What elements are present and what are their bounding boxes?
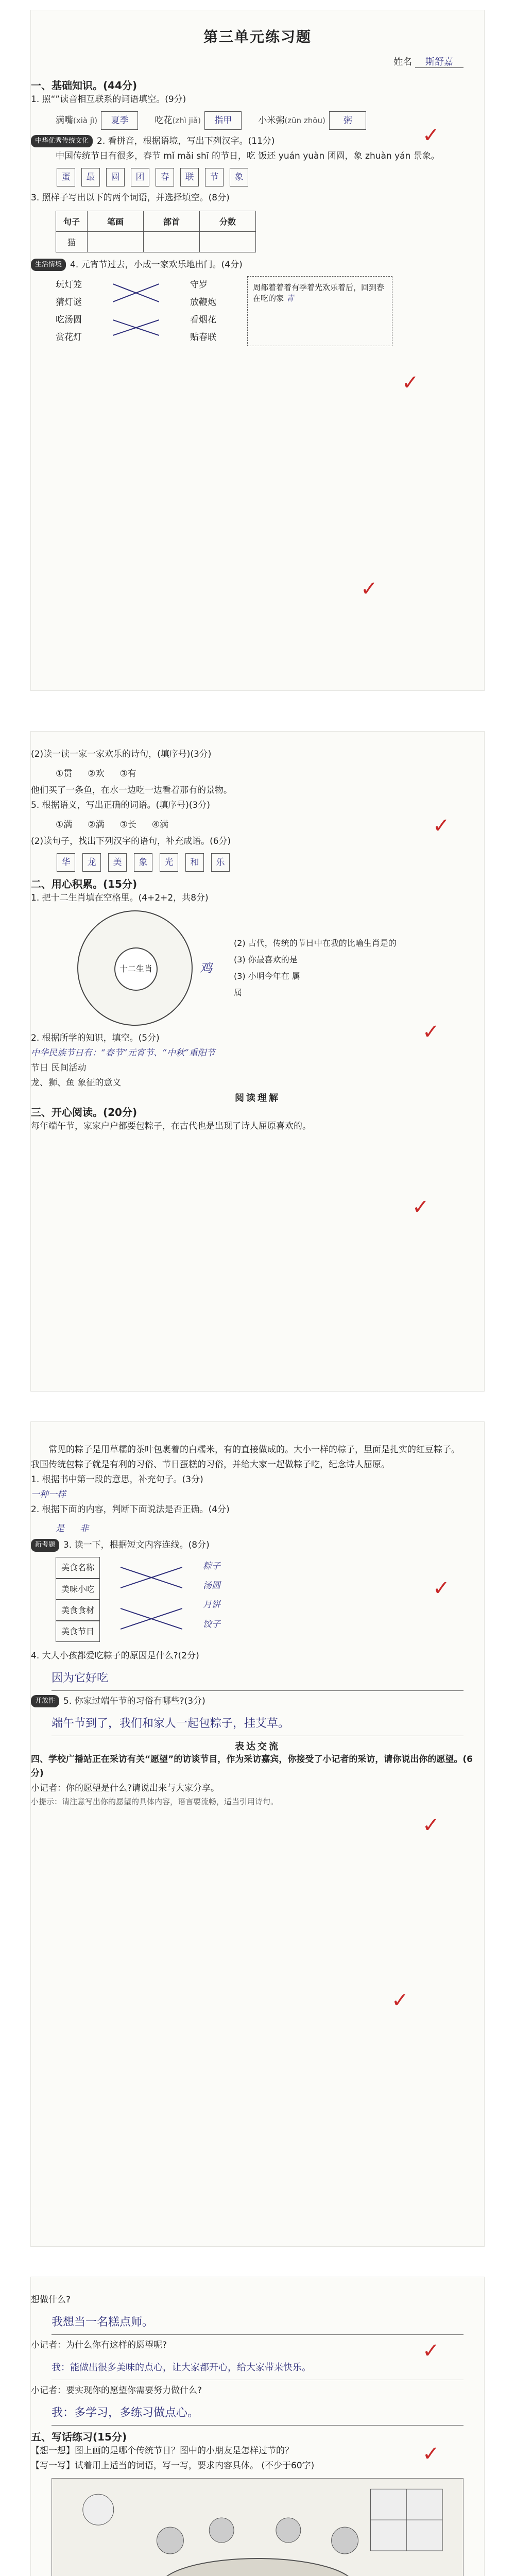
- zodiac-side-questions: [234, 935, 397, 1001]
- reading-q3-matching: [56, 1557, 459, 1645]
- question-8: 1. 把十二生肖填在空格里。(4+2+2，共8分): [31, 892, 209, 903]
- q3-header: 部首: [144, 211, 200, 231]
- grading-check-mark: ✓: [433, 1577, 450, 1600]
- worksheet-page-3: [31, 1422, 484, 2246]
- zodiac-side-line: (3) 你最喜欢的是: [234, 955, 298, 965]
- q2-answer-box: 团: [131, 168, 149, 187]
- q1-item: 小米粥(zūn zhōu) 粥: [258, 111, 367, 130]
- q3-header: 笔画: [88, 211, 144, 231]
- q4-right-item: 守岁: [190, 280, 208, 291]
- question-7: (2)读句子，找出下列汉字的语句，补充成语。(6分): [31, 836, 231, 846]
- interview-answer-2: 我：能做出很多美味的点心，让大家都开心，给大家带来快乐。: [52, 2356, 464, 2380]
- reporter-question: 小记者：你的愿望是什么?请说出来与大家分享。: [31, 1783, 220, 1793]
- q7-answer-box: 和: [185, 853, 204, 872]
- q2-answer-box: 最: [81, 168, 100, 187]
- q4-left-item: 吃汤圆: [56, 315, 82, 326]
- q4-left-item: 玩灯笼: [56, 280, 82, 291]
- q4-connecting-lines: [113, 276, 159, 343]
- q4-right-column: [190, 276, 216, 346]
- interview-ask: 想做什么?: [31, 2295, 71, 2305]
- reading-q3-right-item: 汤圆: [203, 1580, 221, 1591]
- q5-option: ③有: [119, 768, 136, 779]
- reading-q3-right-item: 月饼: [203, 1600, 221, 1611]
- q2-answers: [56, 168, 459, 187]
- q2-answer-box: 节: [205, 168, 224, 187]
- q3-header: 句子: [56, 211, 88, 231]
- reading-q3-left-item: 美食名称: [56, 1557, 100, 1578]
- q1-item: 吃花(zhì jiǎ) 指甲: [154, 111, 243, 130]
- question-4: 生活情境 4. 元宵节过去，小成一家欢乐地出门。(4分): [31, 258, 484, 273]
- q1-item: 满嘴(xià jì) 夏季: [56, 111, 139, 130]
- question-9: 2. 根据所学的知识，填空。(5分): [31, 1033, 160, 1044]
- question-6: 5. 根据语义，写出正确的词语。(填序号)(3分): [31, 800, 210, 810]
- reading-q2-answers: [56, 1521, 459, 1534]
- q6-option: ①满: [56, 819, 73, 830]
- reading-q3-right-item: 粽子: [203, 1561, 221, 1572]
- name-line: [393, 55, 464, 68]
- reading-q1: 1. 根据书中第一段的意思，补充句子。(3分): [31, 1474, 203, 1485]
- grading-check-mark: ✓: [433, 814, 450, 838]
- reading-q5: 开放性 5. 你家过端午节的习俗有哪些?(3分): [31, 1694, 484, 1709]
- q2-passage: 中国传统节日有很多，春节 mǐ mǎi shī 的节日，吃 饭还 yuán yuàn 团圆，象 zhuàn yán 景象。: [56, 150, 440, 161]
- grading-check-mark: ✓: [412, 1195, 430, 1219]
- q6-option: ④满: [151, 819, 168, 830]
- grading-check-mark: ✓: [422, 2339, 440, 2363]
- q4-answer: 青: [286, 294, 294, 303]
- q9-line: 节日 民间活动: [31, 1063, 87, 1074]
- grading-check-mark: ✓: [422, 1020, 440, 1044]
- reading-q4: 4. 大人小孩都爱吃粽子的原因是什么?(2分): [31, 1651, 199, 1662]
- q7-answer-box: 华: [57, 853, 75, 872]
- grading-check-mark: ✓: [391, 1989, 409, 2012]
- q6-options: [56, 817, 459, 830]
- page-title: 第三单元练习题: [203, 28, 312, 45]
- section-5-heading: 五、写话练习(15分): [31, 2430, 127, 2443]
- zodiac-side-line: (3) 小明今年在 属: [234, 971, 300, 981]
- q5-option: ①贯: [56, 768, 73, 779]
- q7-answer-box: 光: [160, 853, 178, 872]
- reading-intro: 每年端午节，家家户户都要包粽子，在古代也是出现了诗人屈原喜欢的。: [31, 1121, 311, 1132]
- q4-right-item: 看烟花: [190, 315, 216, 326]
- interview-reporter-2: 小记者：要实现你的愿望你需要努力做什么?: [31, 2385, 202, 2396]
- reading-q4-answer: 因为它好吃: [52, 1667, 464, 1691]
- question-3: 3. 照样子写出以下的两个词语，并选择填空。(8分): [31, 192, 230, 203]
- reading-q3-right: [203, 1557, 220, 1645]
- grading-check-mark: ✓: [422, 1814, 440, 1837]
- interview-answer-3: 我：多学习，多练习做点心。: [52, 2401, 464, 2426]
- grading-check-mark: ✓: [360, 577, 378, 601]
- reading-q3-right-item: 饺子: [203, 1619, 221, 1630]
- zodiac-wheel: [77, 910, 212, 1026]
- grading-check-mark: ✓: [422, 124, 440, 147]
- q3-cell: [200, 231, 256, 252]
- section-2-heading: 二、用心积累。(15分): [31, 877, 138, 890]
- reading-q3-lines: [121, 1557, 182, 1645]
- reading-q1-answer: 一种一样: [31, 1489, 66, 1500]
- name-label: 姓名: [393, 57, 413, 67]
- zodiac-side-line: 属: [234, 988, 243, 998]
- new-year-illustration: [52, 2478, 464, 2576]
- q4-matching: [56, 276, 459, 346]
- q4-right-item: 放鞭炮: [190, 297, 216, 308]
- q6-option: ③长: [119, 819, 136, 830]
- q7-answer-box: 美: [108, 853, 127, 872]
- q4-left-item: 猜灯谜: [56, 297, 82, 308]
- q9-line: 龙、狮、鱼 象征的意义: [31, 1078, 122, 1089]
- q2-answer-box: 象: [230, 168, 248, 187]
- q4-note-box: 周都着着着有季着光欢乐着后，回到春在吃的家 青: [247, 276, 392, 346]
- reading-q3-left-item: 美食节日: [56, 1621, 100, 1642]
- reading-divider: 阅读理解: [235, 1093, 280, 1104]
- q9-line: 中华民族节日有：“春节”元宵节、“中秋”重阳节: [31, 1048, 215, 1059]
- grading-check-mark: ✓: [422, 2442, 440, 2466]
- zodiac-answer: 鸡: [200, 961, 212, 976]
- q3-cell: 猫: [56, 231, 88, 252]
- q3-cell: [88, 231, 144, 252]
- worksheet-page-2: [31, 732, 484, 1391]
- reading-q3-left: [56, 1557, 100, 1645]
- question-2: 中华优秀传统文化 2. 看拼音，根据语境，写出下列汉字。(11分): [31, 134, 484, 149]
- q3-table: [56, 211, 256, 252]
- q7-answer-box: 龙: [82, 853, 101, 872]
- student-name: 斯舒嘉: [415, 57, 464, 68]
- q4-tag: 生活情境: [31, 259, 66, 271]
- reading-q2: 2. 根据下面的内容，判断下面说法是否正确。(4分): [31, 1504, 230, 1515]
- reading-q3-left-item: 美食食材: [56, 1600, 100, 1621]
- question-5: (2)读一读一家一家欢乐的诗句，(填序号)(3分): [31, 749, 212, 759]
- interview-answer-1: 我想当一名糕点师。: [52, 2311, 464, 2335]
- q4-left-column: [56, 276, 82, 346]
- q1-items: [56, 111, 459, 130]
- family-dinner-image: [52, 2479, 463, 2576]
- q3-cell: [144, 231, 200, 252]
- zodiac-center: 十二生肖: [114, 947, 158, 991]
- expression-divider: 表达交流: [235, 1741, 280, 1753]
- grading-check-mark: ✓: [402, 371, 419, 395]
- q5-passage: 他们买了一条鱼，在水一边吃一边看着那有的景物。: [31, 785, 232, 795]
- q7-answer-box: 乐: [211, 853, 230, 872]
- writing-prompt-requirement: 【写一写】试着用上适当的词语，写一写，要求内容具体。 (不少于60字): [31, 2460, 315, 2471]
- reading-q2-answer: 是: [56, 1523, 64, 1534]
- writing-prompt-title: 【想一想】图上画的是哪个传统节日？图中的小朋友是怎样过节的？: [31, 2445, 294, 2456]
- q2-tag: 中华优秀传统文化: [31, 135, 93, 147]
- q2-answer-box: 蛋: [57, 168, 75, 187]
- q6-option: ②满: [88, 819, 105, 830]
- q2-answer-box: 联: [180, 168, 199, 187]
- q5-options: [56, 766, 459, 779]
- reading-passage: 常见的粽子是用草糯的茶叶包裹着的白糯米，有的直接做成的。大小一样的粽子，里面是扎实的红豆粽子。我国传统包粽子就是有利的习俗、节日蛋糕的习俗，并给大家一起做粽子吃，纪念诗人屈原。: [31, 1445, 460, 1470]
- zodiac-side-line: (2) 古代，传统的节日中在我的比喻生肖是的: [234, 938, 397, 948]
- reading-q3-left-item: 美味小吃: [56, 1579, 100, 1600]
- interview-reporter-1: 小记者：为什么你有这样的愿望呢?: [31, 2340, 167, 2350]
- q7-answer-box: 象: [134, 853, 152, 872]
- zodiac-area: [31, 905, 484, 1031]
- reading-q5-answer: 端午节到了，我们和家人一起包粽子，挂艾草。: [52, 1712, 464, 1736]
- worksheet-page-4: [31, 2277, 484, 2576]
- q3-header: 分数: [200, 211, 256, 231]
- section-3-heading: 三、开心阅读。(20分): [31, 1106, 138, 1119]
- q4-left-item: 赏花灯: [56, 332, 82, 343]
- worksheet-page-1: [31, 10, 484, 690]
- reading-q3-tag: 新考题: [31, 1539, 59, 1551]
- q2-answer-box: 圆: [106, 168, 125, 187]
- reporter-note: 小提示：请注意写出你的愿望的具体内容，语言要流畅，适当引用诗句。: [31, 1797, 279, 1807]
- q2-answer-box: 春: [156, 168, 174, 187]
- reading-q3: 新考题 3. 读一下，根据短文内容连线。(8分): [31, 1538, 484, 1553]
- reading-q5-tag: 开放性: [31, 1695, 59, 1707]
- q5-option: ②欢: [88, 768, 105, 779]
- q7-answers: [56, 853, 459, 872]
- section-1-heading: 一、基础知识。(44分): [31, 79, 138, 92]
- question-1: 1. 照“”读音相互联系的词语填空。(9分): [31, 94, 186, 105]
- reading-q2-answer: 非: [80, 1523, 89, 1534]
- section-4-heading: 四、学校广播站正在采访有关“愿望”的访谈节目，作为采访嘉宾，你接受了小记者的采访，请你说出你的愿望。(6分): [31, 1754, 473, 1779]
- q4-right-item: 贴春联: [190, 332, 216, 343]
